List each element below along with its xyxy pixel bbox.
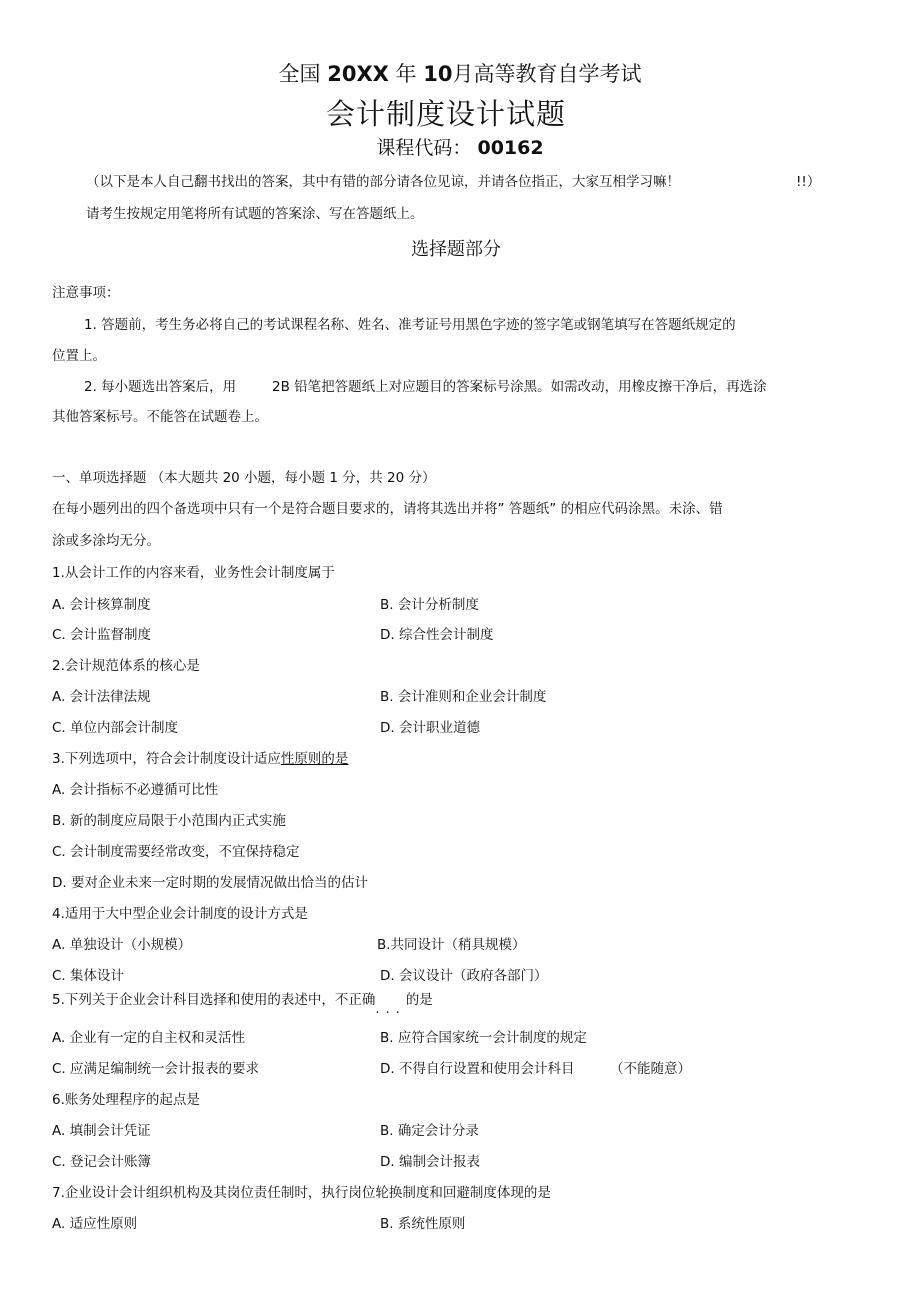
exam-title-line xyxy=(0,58,920,88)
exam-name: 月高等教育自学考试 xyxy=(452,62,642,86)
option-d-note: （不能随意） xyxy=(610,1061,691,1077)
course-code xyxy=(0,133,920,160)
option-b: B. 会计准则和企业会计制度 xyxy=(380,689,547,705)
option-c: C. 会计监督制度 xyxy=(52,627,152,643)
notice-item-2-cont: 其他答案标号。不能答在试题卷上。 xyxy=(52,409,268,425)
option-a: A. 会计核算制度 xyxy=(52,597,151,613)
preface-note: （以下是本人自己翻书找出的答案，其中有错的部分请各位见谅，并请各位指正，大家互相学习嘛！ xyxy=(86,174,680,190)
option-a: A. 单独设计（小规模） xyxy=(52,937,192,953)
preface-note-end: !!） xyxy=(796,174,821,190)
option-a: A. 会计指标不必遵循可比性 xyxy=(52,782,219,798)
option-b: B. 新的制度应局限于小范围内正式实施 xyxy=(52,813,286,829)
page-title: 会计制度设计试题 xyxy=(325,97,566,131)
exam-scope: 全国 xyxy=(278,62,321,86)
option-c: C. 登记会计账簿 xyxy=(52,1154,152,1170)
question-stem-end: 的是 xyxy=(405,992,433,1008)
option-b: B. 确定会计分录 xyxy=(380,1123,479,1139)
course-code-value: 00162 xyxy=(477,137,544,159)
option-a: A. 企业有一定的自主权和灵活性 xyxy=(52,1030,246,1046)
option-d: D. 会议设计（政府各部门） xyxy=(380,968,548,984)
part1-heading: 一、单项选择题 （本大题共 20 小题，每小题 1 分，共 20 分） xyxy=(52,470,436,486)
option-a: A. 填制会计凭证 xyxy=(52,1123,151,1139)
preface-instruction: 请考生按规定用笔将所有试题的答案涂、写在答题纸上。 xyxy=(86,206,424,222)
option-d: D. 编制会计报表 xyxy=(380,1154,480,1170)
option-d: D. 会计职业道德 xyxy=(380,720,480,736)
question-stem: 2.会计规范体系的核心是 xyxy=(52,658,200,674)
question-stem: 6.账务处理程序的起点是 xyxy=(52,1092,200,1108)
notice-item-1: 1. 答题前，考生务必将自己的考试课程名称、姓名、准考证号用黑色字迹的签字笔或钢笔填写在答题纸规定的 xyxy=(84,317,736,333)
question-stem: 1.从会计工作的内容来看，业务性会计制度属于 xyxy=(52,565,335,581)
option-d: D. 不得自行设置和使用会计科目 xyxy=(380,1061,575,1077)
option-c: C. 应满足编制统一会计报表的要求 xyxy=(52,1061,260,1077)
notice-item-2b: 2B 铅笔把答题纸上对应题目的答案标号涂黑。如需改动，用橡皮擦干净后，再选涂 xyxy=(272,379,767,395)
option-b: B. 会计分析制度 xyxy=(380,597,479,613)
question-stem xyxy=(52,988,433,1017)
exam-month: 10 xyxy=(423,62,453,86)
notice-item-1-cont: 位置上。 xyxy=(52,348,106,364)
question-stem-underlined: 性原则的是 xyxy=(280,751,349,767)
option-b: B.共同设计（稍具规模） xyxy=(377,937,526,953)
question-stem: 4.适用于大中型企业会计制度的设计方式是 xyxy=(52,906,308,922)
option-c: C. 集体设计 xyxy=(52,968,125,984)
exam-year: 20XX xyxy=(327,62,389,86)
part1-desc: 在每小题列出的四个备选项中只有一个是符合题目要求的，请将其选出并将” 答题纸” 的相应代码涂黑。未涂、错 xyxy=(52,501,723,517)
part1-desc-cont: 涂或多涂均无分。 xyxy=(52,533,160,549)
option-a: A. 适应性原则 xyxy=(52,1216,138,1232)
question-stem: 7.企业设计会计组织机构及其岗位责任制时，执行岗位轮换制度和回避制度体现的是 xyxy=(52,1185,551,1201)
exam-year-suffix: 年 xyxy=(395,62,417,86)
option-b: B. 应符合国家统一会计制度的规定 xyxy=(380,1030,587,1046)
option-a: A. 会计法律法规 xyxy=(52,689,151,705)
notice-item-2a: 2. 每小题选出答案后，用 xyxy=(84,379,237,395)
question-stem-text: 3.下列选项中，符合会计制度设计适应 xyxy=(52,751,281,767)
question-stem xyxy=(52,747,348,767)
course-code-label: 课程代码： xyxy=(376,137,472,159)
option-d: D. 要对企业未来一定时期的发展情况做出恰当的估计 xyxy=(52,875,368,891)
section-title: 选择题部分 xyxy=(411,239,501,260)
option-c: C. 会计制度需要经常改变，不宜保持稳定 xyxy=(52,844,300,860)
notice-heading: 注意事项： xyxy=(52,285,120,301)
question-stem-text: 5.下列关于企业会计科目选择和使用的表述中，不正确 xyxy=(52,992,376,1008)
option-c: C. 单位内部会计制度 xyxy=(52,720,179,736)
option-d: D. 综合性会计制度 xyxy=(380,627,494,643)
emphasis-dots: ... xyxy=(375,1002,406,1017)
option-b: B. 系统性原则 xyxy=(380,1216,466,1232)
